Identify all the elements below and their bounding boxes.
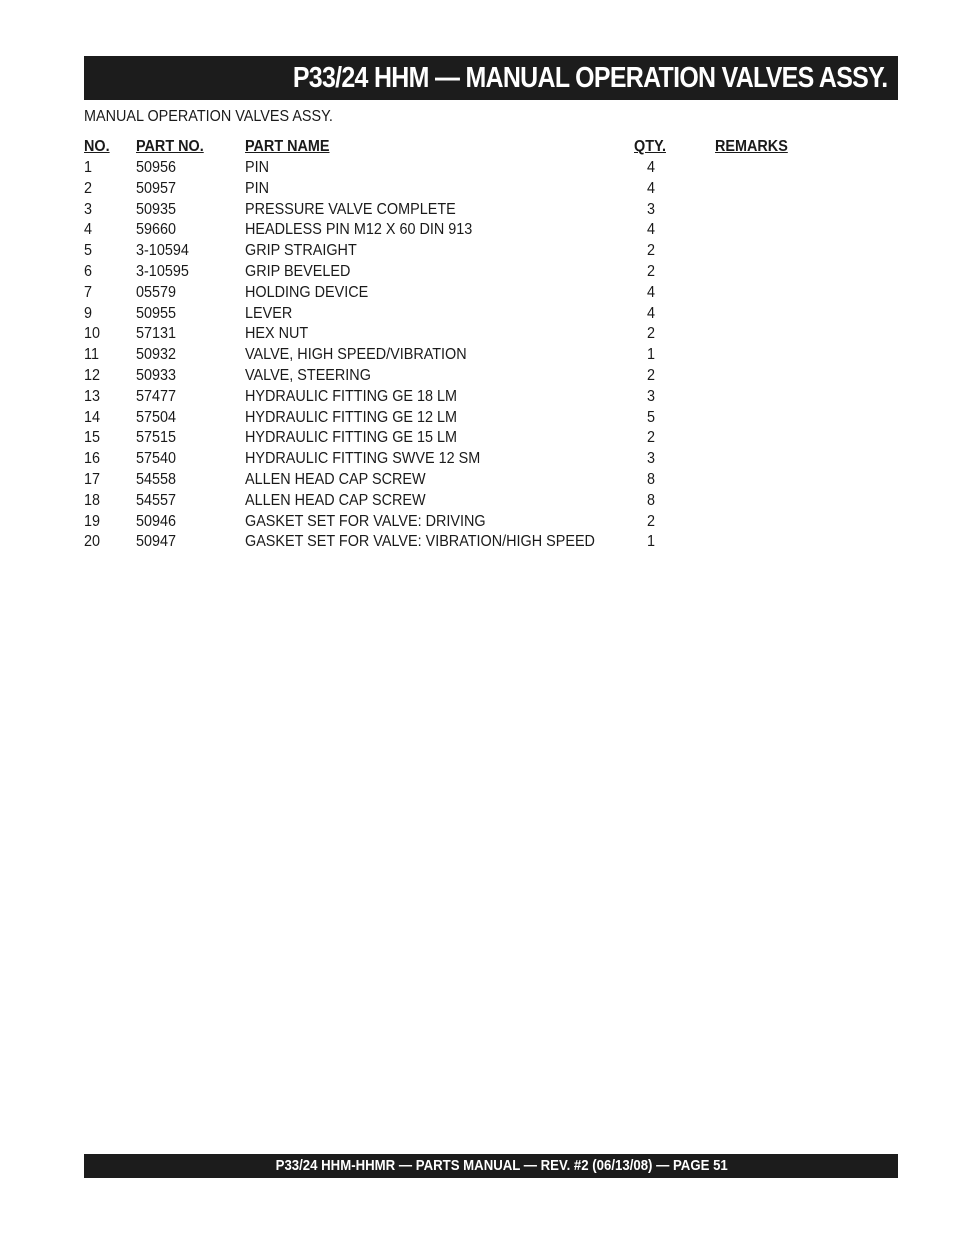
table-row: [84, 179, 844, 200]
row-part-no: 50957: [136, 179, 177, 197]
row-part-no: 54558: [136, 470, 177, 488]
row-number: 17: [84, 470, 101, 488]
row-part-no: 50946: [136, 512, 177, 530]
table-row: [84, 200, 844, 221]
row-part-name: HYDRAULIC FITTING SWVE 12 SM: [245, 450, 481, 468]
row-qty: 8: [647, 470, 656, 488]
column-header-remarks: REMARKS: [715, 138, 788, 155]
row-qty: 4: [647, 159, 656, 176]
row-part-name: GASKET SET FOR VALVE: VIBRATION/HIGH SPEED: [245, 533, 595, 551]
row-part-no: 50956: [136, 159, 177, 176]
row-part-name: HYDRAULIC FITTING GE 12 LM: [245, 408, 458, 426]
row-number: 11: [84, 346, 99, 364]
row-part-name: PIN: [245, 159, 270, 176]
row-part-name: HEX NUT: [245, 325, 309, 343]
row-number: 3: [84, 200, 93, 218]
row-qty: 4: [647, 179, 656, 197]
row-part-no: 50935: [136, 200, 177, 218]
column-header-part-no: PART NO.: [136, 138, 204, 155]
row-part-name: PIN: [245, 179, 270, 197]
row-part-no: 57131: [136, 325, 177, 343]
row-part-name: GASKET SET FOR VALVE: DRIVING: [245, 512, 486, 530]
row-qty: 4: [647, 283, 656, 301]
table-row: [84, 158, 844, 179]
table-row: [84, 387, 844, 408]
row-number: 9: [84, 304, 93, 322]
row-qty: 5: [647, 408, 656, 426]
table-row: [84, 262, 844, 283]
row-qty: 4: [647, 221, 656, 239]
row-part-no: 50932: [136, 346, 177, 364]
row-part-name: GRIP BEVELED: [245, 262, 351, 280]
row-part-name: PRESSURE VALVE COMPLETE: [245, 200, 456, 218]
table-header: [84, 136, 844, 158]
row-part-name: HOLDING DEVICE: [245, 283, 369, 301]
row-part-no: 54557: [136, 491, 177, 509]
row-part-no: 57540: [136, 450, 177, 468]
row-number: 18: [84, 491, 101, 509]
row-part-name: ALLEN HEAD CAP SCREW: [245, 470, 426, 488]
row-part-no: 50947: [136, 533, 177, 551]
column-header-part-name: PART NAME: [245, 138, 330, 155]
row-qty: 2: [647, 325, 656, 343]
row-part-name: VALVE, HIGH SPEED/VIBRATION: [245, 346, 467, 364]
row-number: 16: [84, 450, 101, 468]
row-part-name: HYDRAULIC FITTING GE 15 LM: [245, 429, 458, 447]
row-number: 1: [84, 159, 93, 176]
row-qty: 3: [647, 450, 656, 468]
table-row: [84, 366, 844, 387]
row-qty: 1: [647, 533, 656, 551]
row-number: 13: [84, 387, 101, 405]
row-number: 2: [84, 179, 93, 197]
row-number: 15: [84, 429, 101, 447]
table-row: [84, 512, 844, 533]
row-qty: 2: [647, 429, 656, 447]
row-part-name: ALLEN HEAD CAP SCREW: [245, 491, 426, 509]
row-qty: 3: [647, 387, 656, 405]
table-row: [84, 532, 844, 553]
row-number: 20: [84, 533, 101, 551]
row-part-no: 57477: [136, 387, 177, 405]
row-qty: 2: [647, 366, 656, 384]
row-number: 10: [84, 325, 101, 343]
table-row: [84, 324, 844, 345]
row-part-name: GRIP STRAIGHT: [245, 242, 357, 260]
row-qty: 1: [647, 346, 656, 364]
row-part-no: 50933: [136, 366, 177, 384]
table-row: [84, 345, 844, 366]
row-qty: 8: [647, 491, 656, 509]
row-part-no: 50955: [136, 304, 177, 322]
footer-text: P33/24 HHM-HHMR — PARTS MANUAL — REV. #2 (06/13/08) — PAGE 51: [275, 1157, 728, 1174]
row-qty: 2: [647, 242, 656, 260]
column-header-qty: QTY.: [634, 138, 667, 155]
row-number: 6: [84, 262, 93, 280]
column-header-no: NO.: [84, 138, 110, 155]
row-part-name: LEVER: [245, 304, 293, 322]
row-part-name: HEADLESS PIN M12 X 60 DIN 913: [245, 221, 473, 239]
table-row: [84, 449, 844, 470]
row-part-no: 57515: [136, 429, 177, 447]
row-qty: 3: [647, 200, 656, 218]
parts-table: [84, 136, 844, 553]
row-part-no: 57504: [136, 408, 177, 426]
row-part-no: 05579: [136, 283, 177, 301]
row-part-no: 59660: [136, 221, 177, 239]
table-row: [84, 428, 844, 449]
row-number: 5: [84, 242, 93, 260]
table-row: [84, 304, 844, 325]
row-part-name: HYDRAULIC FITTING GE 18 LM: [245, 387, 458, 405]
row-number: 7: [84, 283, 93, 301]
row-number: 19: [84, 512, 101, 530]
title-bar: [84, 56, 898, 100]
page-title: P33/24 HHM — MANUAL OPERATION VALVES ASSY.: [293, 62, 888, 94]
row-part-name: VALVE, STEERING: [245, 366, 371, 384]
row-qty: 2: [647, 512, 656, 530]
table-row: [84, 283, 844, 304]
footer-bar: [84, 1154, 898, 1178]
row-number: 12: [84, 366, 101, 384]
row-part-no: 3-10594: [136, 242, 189, 260]
section-title: MANUAL OPERATION VALVES ASSY.: [84, 108, 333, 125]
table-row: [84, 241, 844, 262]
row-number: 14: [84, 408, 101, 426]
table-row: [84, 220, 844, 241]
row-number: 4: [84, 221, 93, 239]
table-body: [84, 158, 844, 553]
row-qty: 4: [647, 304, 656, 322]
row-qty: 2: [647, 262, 656, 280]
table-row: [84, 470, 844, 491]
table-row: [84, 491, 844, 512]
table-row: [84, 408, 844, 429]
row-part-no: 3-10595: [136, 262, 189, 280]
